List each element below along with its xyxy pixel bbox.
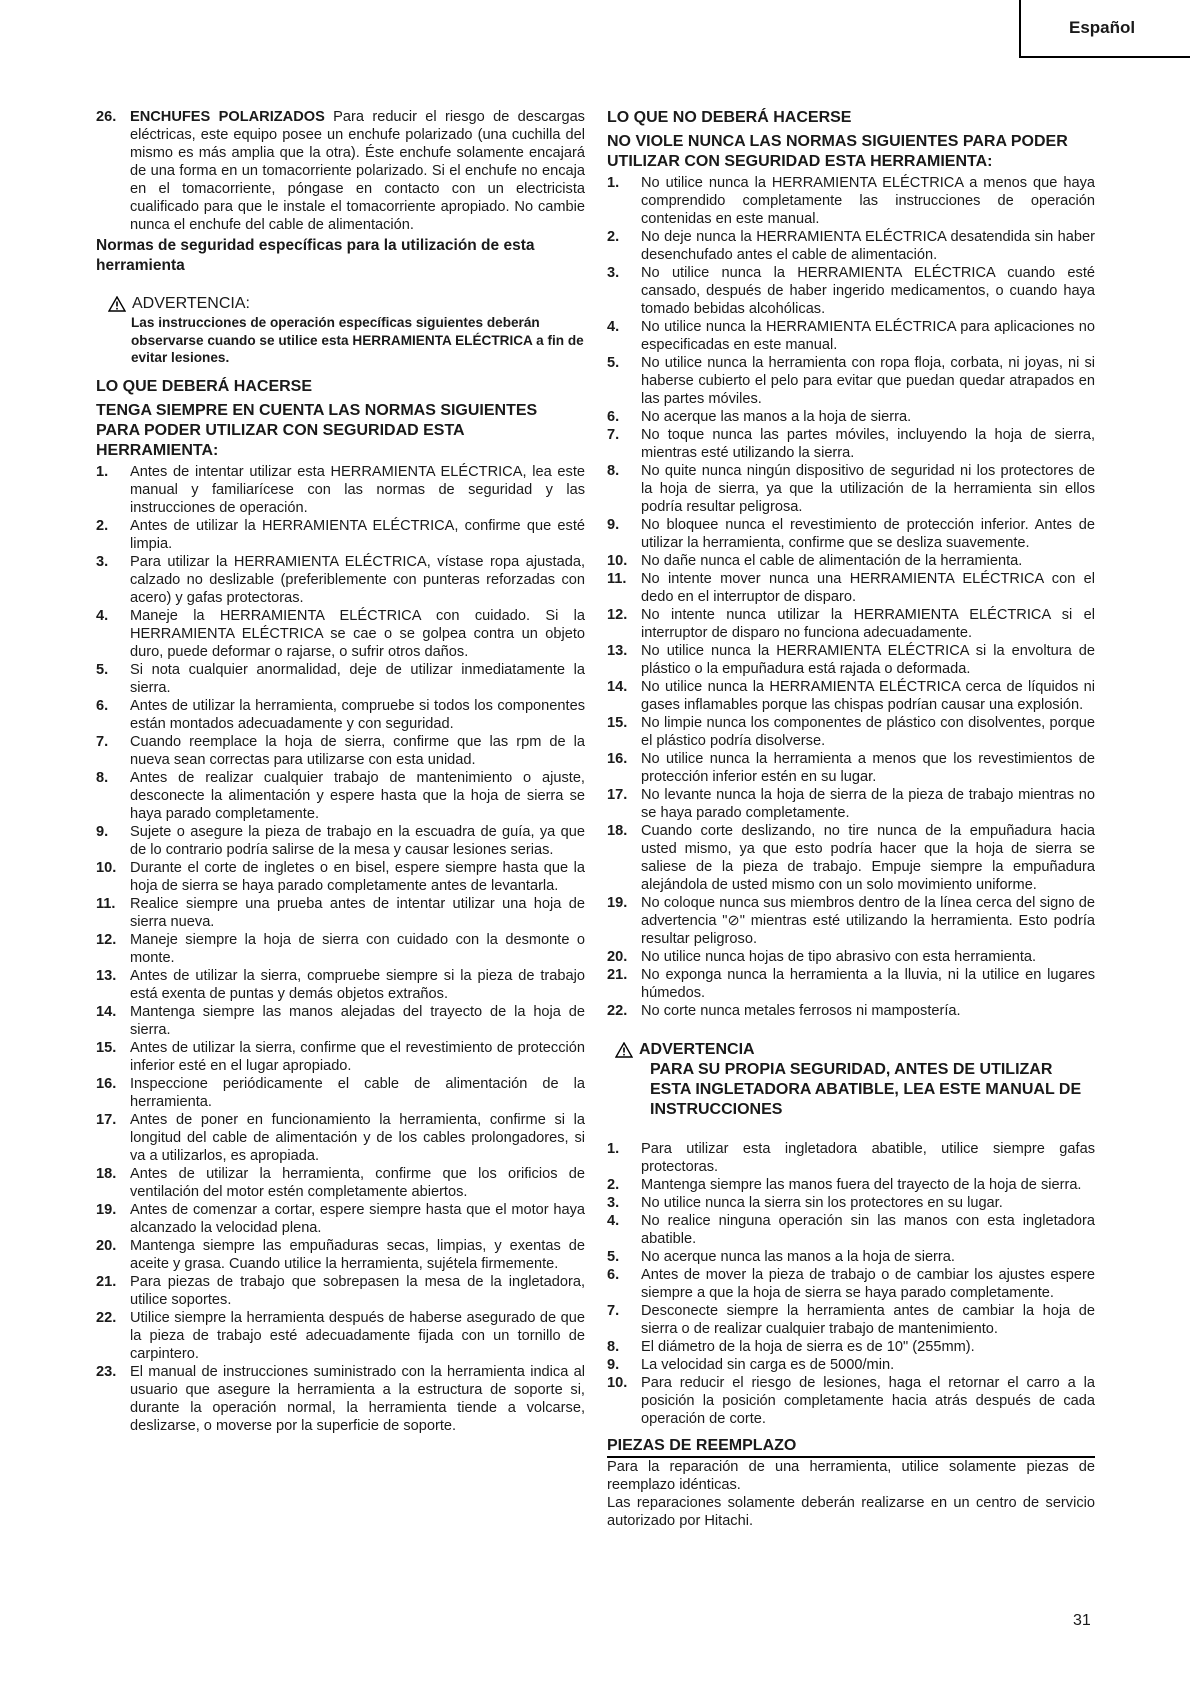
item-number: 2. (607, 1177, 620, 1193)
item-text: Antes de poner en funcionamiento la herramienta, confirme si la longitud del cable de alimentación y de los cables prolongadores, si va a utilizarlos, es apropiada. (130, 1111, 585, 1164)
item-number: 10. (96, 859, 117, 876)
item-number: 8. (96, 769, 109, 786)
item-number: 21. (607, 967, 628, 983)
item-text: Antes de intentar utilizar esta HERRAMIENTA ELÉCTRICA, lea este manual y familiarícese con las normas de seguridad y las instrucciones de operación. (130, 463, 585, 516)
item-number: 11. (96, 895, 116, 912)
warning-title (108, 294, 585, 314)
item-text: Mantenga siempre las manos fuera del trayecto de la hoja de sierra. (641, 1177, 1082, 1193)
item-text: Maneje siempre la hoja de sierra con cuidado con la desmonte o monte. (130, 931, 585, 966)
list-item (96, 823, 585, 859)
item-number: 18. (607, 823, 628, 839)
list-item (96, 967, 585, 1003)
item-text: No utilice nunca la HERRAMIENTA ELÉCTRICA cuando esté cansado, después de haber ingerido medicamentos, o cuando haya tomado bebidas alcohólicas. (641, 265, 1095, 317)
list-item (96, 1201, 585, 1237)
list-item (607, 894, 1095, 948)
item-text: No exponga nunca la herramienta a la lluvia, ni la utilice en lugares húmedos. (641, 967, 1095, 1001)
list-item (96, 1111, 585, 1165)
item-text: Para utilizar la HERRAMIENTA ELÉCTRICA, vístase ropa ajustada, calzado no deslizable (preferiblemente con punteras reforzadas con acero) y gafas protectoras. (130, 553, 585, 606)
item-number: 9. (607, 517, 620, 533)
item-number: 26. (96, 109, 117, 125)
item-number: 6. (607, 409, 620, 425)
norms-heading: Normas de seguridad específicas para la utilización de esta herramienta (96, 237, 535, 274)
list-item (96, 661, 585, 697)
item-number: 7. (607, 427, 620, 443)
item-text: Si nota cualquier anormalidad, deje de utilizar inmediatamente la sierra. (130, 661, 585, 696)
item-text: Realice siempre una prueba antes de intentar utilizar una hoja de sierra nueva. (130, 895, 585, 930)
item-number: 17. (607, 787, 628, 803)
list-item (607, 1374, 1095, 1428)
list-item (96, 859, 585, 895)
item-text: No limpie nunca los componentes de plástico con disolventes, porque el plástico podría disolverse. (641, 715, 1095, 749)
page-number: 31 (1073, 1612, 1091, 1629)
do-subheading: TENGA SIEMPRE EN CUENTA LAS NORMAS SIGUIENTES PARA PODER UTILIZAR CON SEGURIDAD ESTA HERRAMIENTA: (96, 401, 538, 459)
item-number: 20. (96, 1237, 117, 1254)
item-body: Para reducir el riesgo de descargas eléctricas, este equipo posee un enchufe polarizado (una cuchilla del mismo es más amplia que la otra). Éste enchufe solamente encajará de una forma en un tomacorriente polarizado. Si el enchufe no encaja en el tomacorriente, póngase en contacto con un electricista cualificado para que le instale el tomacorriente apropiado. No cambie nunca el enchufe del cable de alimentación. (130, 109, 585, 233)
item-number: 15. (607, 715, 628, 731)
item-text: No bloquee nunca el revestimiento de protección inferior. Antes de utilizar la herramienta, confirme que se desliza suavemente. (641, 517, 1095, 551)
list-item (607, 1140, 1095, 1176)
item-text: Antes de utilizar la herramienta, confirme que los orificios de ventilación del motor estén completamente abiertos. (130, 1165, 585, 1200)
item-text (130, 108, 585, 234)
item-number: 12. (96, 931, 117, 948)
list-item (96, 1273, 585, 1309)
list-item (96, 769, 585, 823)
item-text: Para reducir el riesgo de lesiones, haga el retornar el carro a la posición la posición completamente hacia atrás después de cada operación de corte. (641, 1375, 1095, 1427)
item-text: No realice ninguna operación sin las manos con esta ingletadora abatible. (641, 1213, 1095, 1247)
item-text: Sujete o asegure la pieza de trabajo en la escuadra de guía, ya que de lo contrario podría salirse de la mesa y causar lesiones serias. (130, 823, 585, 858)
list-item (96, 463, 585, 517)
item-number: 2. (96, 517, 109, 534)
item-number: 5. (607, 355, 620, 371)
list-item (607, 1248, 1095, 1266)
list-item (96, 1165, 585, 1201)
list-item (607, 408, 1095, 426)
item-text: Para utilizar esta ingletadora abatible, utilice siempre gafas protectoras. (641, 1141, 1095, 1175)
item-number: 18. (96, 1165, 117, 1182)
item-text: No utilice nunca la sierra sin los protectores en su lugar. (641, 1195, 1003, 1211)
item-text: No coloque nunca sus miembros dentro de la línea cerca del signo de advertencia "⊘" mientras esté utilizando la herramienta. Esto podría resultar peligroso. (641, 895, 1095, 947)
list-item (607, 570, 1095, 606)
warning-title-text: ADVERTENCIA: (132, 295, 250, 312)
list-item (607, 462, 1095, 516)
list-item (607, 552, 1095, 570)
list-item (607, 264, 1095, 318)
list-item (607, 318, 1095, 354)
item-number: 7. (607, 1303, 620, 1319)
list-item (96, 517, 585, 553)
item-number: 17. (96, 1111, 117, 1128)
item-number: 23. (96, 1363, 117, 1380)
list-item (607, 966, 1095, 1002)
item-number: 5. (607, 1249, 620, 1265)
list-item (607, 606, 1095, 642)
item-text: Antes de utilizar la herramienta, compruebe si todos los componentes están montados adecuadamente y con seguridad. (130, 697, 585, 732)
item-text: No utilice nunca la HERRAMIENTA ELÉCTRICA a menos que haya comprendido completamente las instrucciones de operación contenidas en este manual. (641, 175, 1095, 227)
item-text: Cuando corte deslizando, no tire nunca de la empuñadura hacia usted mismo, ya que esto podría hacer que la hoja de sierra se saliese de la pieza de trabajo. Empuje siempre la empuñadura alejándola de usted mismo con un solo movimiento uniforme. (641, 823, 1095, 893)
item-number: 6. (96, 697, 109, 714)
item-number: 8. (607, 1339, 620, 1355)
list-item (607, 1212, 1095, 1248)
item-text: Cuando reemplace la hoja de sierra, confirme que las rpm de la nueva sean correctas para utilizarse con esta unidad. (130, 733, 585, 768)
item-text: La velocidad sin carga es de 5000/min. (641, 1357, 895, 1373)
item-text: No utilice nunca la HERRAMIENTA ELÉCTRICA si la envoltura de plástico o la empuñadura está rajada o deformada. (641, 643, 1095, 677)
warning-text: Las instrucciones de operación específicas siguientes deberán observarse cuando se utilice esta HERRAMIENTA ELÉCTRICA a fin de evitar lesiones. (131, 315, 584, 365)
item-text: No toque nunca las partes móviles, incluyendo la hoja de sierra, mientras esté utilizando la sierra. (641, 427, 1095, 461)
list-item (96, 553, 585, 607)
item-number: 1. (96, 463, 109, 480)
item-text: No intente nunca utilizar la HERRAMIENTA ELÉCTRICA si el interruptor de disparo no funciona adecuadamente. (641, 607, 1095, 641)
list-item (96, 895, 585, 931)
list-item (607, 642, 1095, 678)
list-item (607, 714, 1095, 750)
list-item (607, 948, 1095, 966)
item-number: 11. (607, 571, 627, 587)
parts-heading: PIEZAS DE REEMPLAZO (607, 1436, 1095, 1458)
list-item (96, 1363, 585, 1435)
item-text: Antes de realizar cualquier trabajo de mantenimiento o ajuste, desconecte la alimentación y espere hasta que la hoja de sierra se haya parado completamente. (130, 769, 585, 822)
item-text: Antes de comenzar a cortar, espere siempre hasta que el motor haya alcanzado la velocidad plena. (130, 1201, 585, 1236)
item-number: 3. (607, 1195, 620, 1211)
item-text: No deje nunca la HERRAMIENTA ELÉCTRICA desatendida sin haber desenchufado antes el cable de alimentación. (641, 229, 1095, 263)
left-column (96, 108, 585, 1435)
item-text: Mantenga siempre las manos alejadas del trayecto de la hoja de sierra. (130, 1003, 585, 1038)
warning-block (615, 1040, 1095, 1120)
list-item (607, 1002, 1095, 1020)
item-text: No acerque nunca las manos a la hoja de sierra. (641, 1249, 955, 1265)
item-text: No utilice nunca la HERRAMIENTA ELÉCTRICA cerca de líquidos ni gases inflamables porque las chispas podrían causar una explosión. (641, 679, 1095, 713)
item-number: 4. (96, 607, 109, 624)
do-heading: LO QUE DEBERÁ HACERSE (96, 377, 313, 395)
warning-heading: PARA SU PROPIA SEGURIDAD, ANTES DE UTILIZAR ESTA INGLETADORA ABATIBLE, LEA ESTE MANUAL DE INSTRUCCIONES (650, 1061, 1082, 1118)
list-item (607, 750, 1095, 786)
language-tab (1019, 0, 1190, 58)
item-number: 3. (96, 553, 109, 570)
warning-triangle-icon (615, 1042, 633, 1058)
item-number: 10. (607, 1375, 628, 1391)
list-item (607, 678, 1095, 714)
warning-triangle-icon (108, 296, 126, 312)
list-item (607, 1266, 1095, 1302)
item-text: No utilice nunca la HERRAMIENTA ELÉCTRICA para aplicaciones no especificadas en este manual. (641, 319, 1095, 353)
dont-subheading: NO VIOLE NUNCA LAS NORMAS SIGUIENTES PARA PODER UTILIZAR CON SEGURIDAD ESTA HERRAMIENTA: (607, 133, 1068, 170)
item-number: 3. (607, 265, 620, 281)
list-item (607, 1176, 1095, 1194)
item-number: 6. (607, 1267, 620, 1283)
item-number: 15. (96, 1039, 117, 1056)
item-text: Utilice siempre la herramienta después de haberse asegurado de que la pieza de trabajo esté adecuadamente fijada con un tornillo de carpintero. (130, 1309, 585, 1362)
list-item (96, 1039, 585, 1075)
item-text: No corte nunca metales ferrosos ni mampostería. (641, 1003, 961, 1019)
item-number: 14. (96, 1003, 117, 1020)
item-text: No intente mover nunca una HERRAMIENTA ELÉCTRICA con el dedo en el interruptor de disparo. (641, 571, 1095, 605)
list-item (607, 174, 1095, 228)
list-item (607, 1338, 1095, 1356)
item-text: Desconecte siempre la herramienta antes de cambiar la hoja de sierra o de realizar cualquier trabajo de mantenimiento. (641, 1303, 1095, 1337)
item-text: Antes de mover la pieza de trabajo o de cambiar los ajustes espere siempre a que la hoja de sierra se haya parado completamente. (641, 1267, 1095, 1301)
item-text: Inspeccione periódicamente el cable de alimentación de la herramienta. (130, 1075, 585, 1110)
dont-heading: LO QUE NO DEBERÁ HACERSE (607, 109, 852, 126)
item-number: 19. (607, 895, 628, 911)
item-title: ENCHUFES POLARIZADOS (130, 109, 325, 125)
list-item (607, 1302, 1095, 1338)
list-item (607, 516, 1095, 552)
item-text: Mantenga siempre las empuñaduras secas, limpias, y exentas de aceite y grasa. Cuando utilice la herramienta, sujétela firmemente. (130, 1237, 585, 1272)
list-item-26 (96, 108, 585, 234)
list-item (607, 1356, 1095, 1374)
item-text: No utilice nunca la herramienta a menos que los revestimientos de protección inferior estén en su lugar. (641, 751, 1095, 785)
item-text: El manual de instrucciones suministrado con la herramienta indica al usuario que asegure la herramienta a la estructura de soporte si, durante la operación normal, la herramienta tiende a volcarse, deslizarse, o moverse por la superficie de soporte. (130, 1363, 585, 1434)
item-number: 19. (96, 1201, 117, 1218)
item-number: 21. (96, 1273, 117, 1290)
list-item (96, 1075, 585, 1111)
warning-list (607, 1140, 1095, 1428)
list-item (96, 1237, 585, 1273)
item-number: 20. (607, 949, 628, 965)
item-number: 1. (607, 1141, 620, 1157)
item-number: 8. (607, 463, 620, 479)
language-label: Español (1069, 18, 1136, 37)
list-item (96, 1003, 585, 1039)
parts-text-2: Las reparaciones solamente deberán realizarse en un centro de servicio autorizado por Hitachi. (607, 1495, 1095, 1529)
item-text: No utilice nunca hojas de tipo abrasivo con esta herramienta. (641, 949, 1037, 965)
item-text: No acerque las manos a la hoja de sierra. (641, 409, 912, 425)
item-number: 10. (607, 553, 628, 569)
item-number: 4. (607, 1213, 620, 1229)
warning-title-text: ADVERTENCIA (639, 1041, 755, 1058)
item-number: 13. (96, 967, 117, 984)
do-list (96, 463, 585, 1435)
item-number: 9. (607, 1357, 620, 1373)
item-text: Antes de utilizar la sierra, compruebe siempre si la pieza de trabajo está exenta de puntas y demás objetos extraños. (130, 967, 585, 1002)
item-text: No utilice nunca la herramienta con ropa floja, corbata, ni joyas, ni si haberse cubierto el pelo para evitar que puedan quedar atrapados en las partes móviles. (641, 355, 1095, 407)
list-item (607, 426, 1095, 462)
item-number: 16. (607, 751, 628, 767)
parts-text-1: Para la reparación de una herramienta, utilice solamente piezas de reemplazo idénticas. (607, 1459, 1095, 1493)
item-number: 7. (96, 733, 109, 750)
item-text: No levante nunca la hoja de sierra de la pieza de trabajo mientras no se haya parado completamente. (641, 787, 1095, 821)
list-item (607, 786, 1095, 822)
list-item (607, 822, 1095, 894)
list-item (96, 607, 585, 661)
item-text: El diámetro de la hoja de sierra es de 10" (255mm). (641, 1339, 975, 1355)
list-item (96, 1309, 585, 1363)
item-number: 16. (96, 1075, 117, 1092)
list-item (96, 733, 585, 769)
item-number: 2. (607, 229, 620, 245)
list-item (96, 697, 585, 733)
list-item (607, 354, 1095, 408)
list-item (607, 1194, 1095, 1212)
item-number: 22. (607, 1003, 628, 1019)
item-text: Maneje la HERRAMIENTA ELÉCTRICA con cuidado. Si la HERRAMIENTA ELÉCTRICA se cae o se golpea contra un objeto duro, puede deformar o rajarse, o sufrir otros daños. (130, 607, 585, 660)
item-text: Antes de utilizar la sierra, confirme que el revestimiento de protección inferior esté en el lugar apropiado. (130, 1039, 585, 1074)
item-text: Antes de utilizar la HERRAMIENTA ELÉCTRICA, confirme que esté limpia. (130, 517, 585, 552)
item-number: 5. (96, 661, 109, 678)
item-text: Para piezas de trabajo que sobrepasen la mesa de la ingletadora, utilice soportes. (130, 1273, 585, 1308)
item-number: 22. (96, 1309, 117, 1326)
item-text: Durante el corte de ingletes o en bisel, espere siempre hasta que la hoja de sierra se haya parado completamente antes de levantarla. (130, 859, 585, 894)
right-column (607, 108, 1095, 1530)
item-number: 13. (607, 643, 628, 659)
item-number: 14. (607, 679, 628, 695)
warning-title (615, 1040, 1095, 1060)
list-item (607, 228, 1095, 264)
item-number: 4. (607, 319, 620, 335)
item-text: No quite nunca ningún dispositivo de seguridad ni los protectores de la hoja de sierra, ya que la utilización de la herramienta sin ellos podría resultar peligrosa. (641, 463, 1095, 515)
dont-list (607, 174, 1095, 1020)
item-number: 1. (607, 175, 620, 191)
item-number: 9. (96, 823, 109, 840)
item-text: No dañe nunca el cable de alimentación de la herramienta. (641, 553, 1023, 569)
item-number: 12. (607, 607, 628, 623)
list-item (96, 931, 585, 967)
